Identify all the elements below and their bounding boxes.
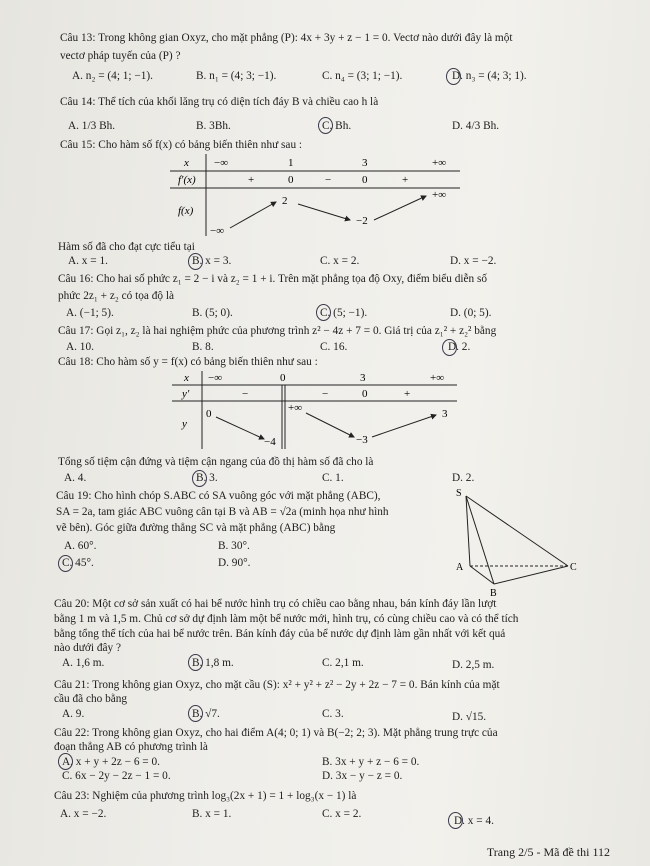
q18-f-val: +∞: [288, 402, 303, 414]
q14-option-b: B. 3Bh.: [196, 120, 231, 132]
q18-option-d: D. 2.: [452, 472, 475, 484]
q13-stem: Câu 13: Trong không gian Oxyz, cho mặt phẳng (P): 4x + 3y + z − 1 = 0. Vectơ nào dưới đây là một: [60, 32, 513, 44]
q20-line-2: bằng 1 m và 1,5 m. Chủ cơ sở dự định làm một bể nước mới, hình trụ, có cùng chiều cao và có thể tích: [54, 613, 519, 625]
q13-option-a: A. n₂ = (4; 1; −1).: [72, 70, 154, 82]
q19-option-c: C. 45°.: [62, 557, 94, 569]
q22-option-a: A. x + y + 2z − 6 = 0.: [62, 756, 160, 768]
q16-stem-2: phức 2z₁ + z₂ có tọa độ là: [58, 290, 175, 302]
answer-mark-circle: [58, 753, 73, 770]
q15-f-val: +∞: [432, 189, 447, 201]
q20-line-4: nào dưới đây ?: [54, 642, 121, 654]
answer-mark-circle: [446, 68, 461, 85]
q23-option-b: B. x = 1.: [192, 808, 232, 820]
q21-option-b: B. √7.: [192, 708, 220, 720]
answer-mark-circle: [318, 117, 333, 134]
q18-sign: −: [322, 388, 329, 400]
q18-x-val: −∞: [208, 372, 223, 384]
q15-sign: 0: [362, 174, 368, 186]
q18-deriv-label: y′: [182, 388, 190, 400]
q18-variation-table: [172, 369, 457, 451]
q15-option-c: C. x = 2.: [320, 255, 360, 267]
q18-f-val: −4: [264, 436, 276, 448]
q17-option-b: B. 8.: [192, 341, 214, 353]
q13-option-d: D. n₃ = (4; 3; 1).: [452, 70, 527, 82]
q13-stem-2: vectơ pháp tuyến của (P) ?: [60, 50, 181, 62]
q20-option-b: B. 1,8 m.: [192, 657, 234, 669]
q18-x-val: +∞: [430, 372, 445, 384]
q16-option-c: C. (5; −1).: [320, 307, 368, 319]
q16-stem: Câu 16: Cho hai số phức z₁ = 2 − i và z₂ = 1 + i. Trên mặt phẳng tọa độ Oxy, điểm biểu diễn số: [58, 273, 488, 285]
q18-f-val: 0: [206, 408, 212, 420]
q19-option-d: D. 90°.: [218, 557, 251, 569]
q18-sign: 0: [362, 388, 368, 400]
q19-line-3: vẽ bên). Góc giữa đường thẳng SC và mặt phẳng (ABC) bằng: [56, 522, 336, 534]
q15-deriv-label: f′(x): [178, 174, 196, 186]
q15-after: Hàm số đã cho đạt cực tiểu tại: [58, 241, 195, 253]
answer-mark-circle: [188, 253, 203, 270]
q15-option-a: A. x = 1.: [68, 255, 108, 267]
q21-option-c: C. 3.: [322, 708, 344, 720]
q23-option-d: D. x = 4.: [454, 815, 494, 827]
q15-sign: +: [248, 174, 255, 186]
q16-option-b: B. (5; 0).: [192, 307, 233, 319]
q16-option-a: A. (−1; 5).: [66, 307, 114, 319]
q15-x-label: x: [184, 157, 189, 169]
answer-mark-circle: [188, 705, 203, 722]
answer-mark-circle: [188, 654, 203, 671]
q22-line-2: đoạn thẳng AB có phương trình là: [54, 741, 208, 753]
q18-sign: −: [242, 388, 249, 400]
q17-option-d: D. 2.: [448, 341, 471, 353]
q15-x-val: 1: [288, 157, 294, 169]
q15-option-d: D. x = −2.: [450, 255, 497, 267]
q18-after: Tổng số tiệm cận đứng và tiệm cận ngang của đồ thị hàm số đã cho là: [58, 456, 374, 468]
q20-line-3: bằng tổng thể tích của hai bể nước trên. Bán kính đáy của bể nước dự định làm gần nhất với kết quả: [54, 628, 506, 640]
q15-sign: +: [402, 174, 409, 186]
q22-option-b: B. 3x + y + z − 6 = 0.: [322, 756, 420, 768]
q18-sign: +: [404, 388, 411, 400]
vertex-label-c: C: [570, 562, 577, 573]
q18-stem: Câu 18: Cho hàm số y = f(x) có bảng biến thiên như sau :: [58, 356, 318, 368]
q15-f-val: 2: [282, 195, 288, 207]
q20-option-c: C. 2,1 m.: [322, 657, 364, 669]
q21-option-d: D. √15.: [452, 711, 487, 723]
q18-x-val: 0: [280, 372, 286, 384]
q19-option-a: A. 60°.: [64, 540, 97, 552]
q15-variation-table: [170, 152, 460, 238]
answer-mark-circle: [192, 470, 207, 487]
q18-f-val: −3: [356, 434, 368, 446]
q15-stem: Câu 15: Cho hàm số f(x) có bảng biến thiên như sau :: [60, 139, 303, 151]
q18-f-val: 3: [442, 408, 448, 420]
q20-option-a: A. 1,6 m.: [62, 657, 105, 669]
q23-option-c: C. x = 2.: [322, 808, 362, 820]
q18-x-label: x: [184, 372, 189, 384]
q15-option-b: B. x = 3.: [192, 255, 232, 267]
answer-mark-circle: [442, 339, 457, 356]
q19-line-1: Câu 19: Cho hình chóp S.ABC có SA vuông góc với mặt phẳng (ABC),: [56, 490, 381, 502]
q22-option-d: D. 3x − y − z = 0.: [322, 770, 403, 782]
q15-f-val: −2: [356, 215, 368, 227]
answer-mark-circle: [58, 555, 73, 572]
q17-stem: Câu 17: Gọi z₁, z₂ là hai nghiệm phức của phương trình z² − 4z + 7 = 0. Giá trị của z₁² + z₂² bằng: [58, 325, 497, 337]
q15-x-val: +∞: [432, 157, 447, 169]
q18-option-a: A. 4.: [64, 472, 87, 484]
q15-x-val: 3: [362, 157, 368, 169]
q23-stem: Câu 23: Nghiệm của phương trình log₃(2x + 1) = 1 + log₃(x − 1) là: [54, 790, 357, 802]
q22-line-1: Câu 22: Trong không gian Oxyz, cho hai điểm A(4; 0; 1) và B(−2; 2; 3). Mặt phẳng trung trực của: [54, 727, 498, 739]
page-footer: Trang 2/5 - Mã đề thi 112: [486, 845, 610, 859]
pyramid-figure: [450, 488, 585, 598]
answer-mark-circle: [448, 812, 463, 829]
q21-line-2: cầu đã cho bằng: [54, 693, 128, 705]
q13-option-c: C. n₄ = (3; 1; −1).: [322, 70, 403, 82]
q14-option-a: A. 1/3 Bh.: [68, 120, 116, 132]
q17-option-c: C. 16.: [320, 341, 348, 353]
q18-x-val: 3: [360, 372, 366, 384]
q17-option-a: A. 10.: [66, 341, 94, 353]
q15-sign: 0: [288, 174, 294, 186]
vertex-label-s: S: [456, 488, 462, 499]
q14-option-d: D. 4/3 Bh.: [452, 120, 500, 132]
q20-line-1: Câu 20: Một cơ sở sản xuất có hai bể nước hình trụ có chiều cao bằng nhau, bán kính đáy lần lượt: [54, 598, 497, 610]
q19-option-b: B. 30°.: [218, 540, 250, 552]
q20-option-d: D. 2,5 m.: [452, 659, 495, 671]
q13-option-b: B. n₁ = (4; 3; −1).: [196, 70, 277, 82]
q15-sign: −: [325, 174, 332, 186]
q16-option-d: D. (0; 5).: [450, 307, 492, 319]
q21-line-1: Câu 21: Trong không gian Oxyz, cho mặt cầu (S): x² + y² + z² − 2y + 2z − 7 = 0. Bán kính của mặt: [54, 679, 500, 691]
answer-mark-circle: [316, 304, 331, 321]
q22-option-c: C. 6x − 2y − 2z − 1 = 0.: [62, 770, 171, 782]
q23-option-a: A. x = −2.: [60, 808, 107, 820]
q15-x-val: −∞: [214, 157, 229, 169]
q18-func-label: y: [182, 418, 187, 430]
q15-f-val: −∞: [210, 225, 225, 237]
q14-stem: Câu 14: Thể tích của khối lăng trụ có diện tích đáy B và chiều cao h là: [60, 96, 379, 108]
q18-option-b: B. 3.: [196, 472, 218, 484]
q14-option-c: C. Bh.: [322, 120, 352, 132]
q18-option-c: C. 1.: [322, 472, 344, 484]
q19-line-2: SA = 2a, tam giác ABC vuông cân tại B và AB = √2a (minh họa như hình: [56, 506, 389, 518]
vertex-label-a: A: [456, 562, 464, 573]
vertex-label-b: B: [490, 588, 497, 598]
q21-option-a: A. 9.: [62, 708, 85, 720]
q15-func-label: f(x): [178, 205, 194, 217]
